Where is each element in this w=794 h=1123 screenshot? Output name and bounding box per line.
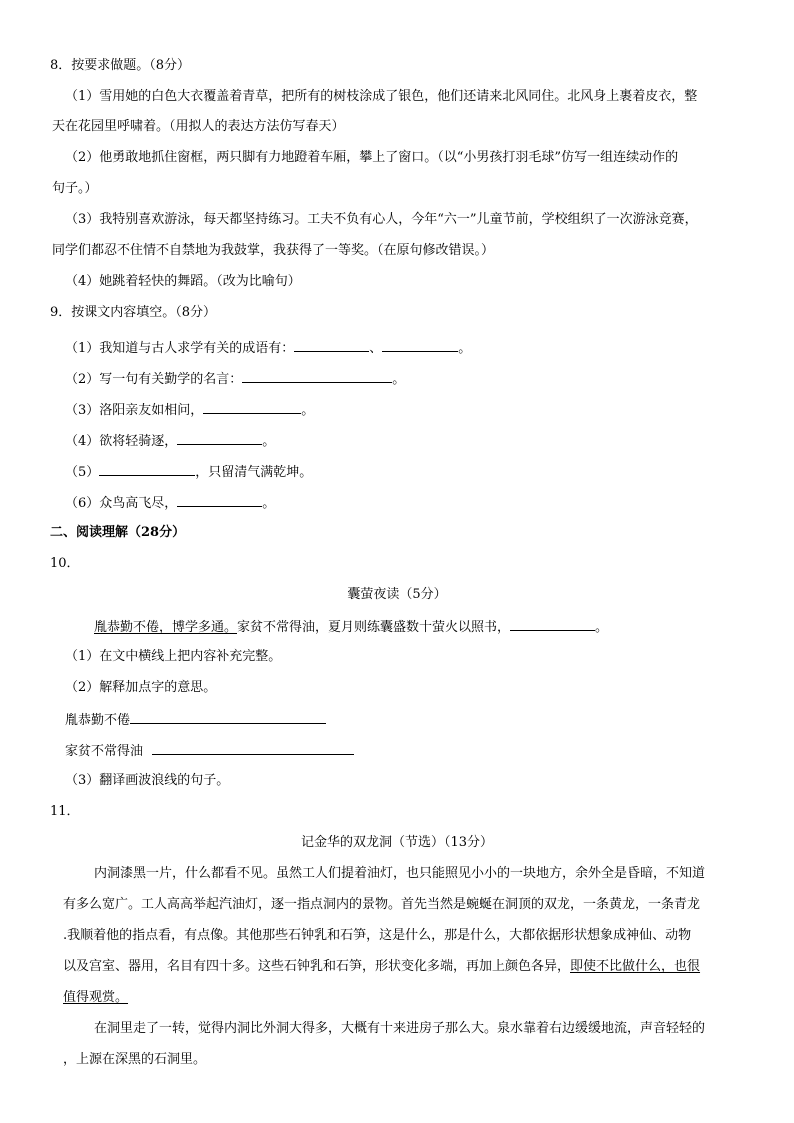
q11-passage-line7: ，上源在深黑的石洞里。 <box>63 1052 207 1067</box>
q9-item1 <box>65 338 471 357</box>
q10-word1-blank[interactable] <box>130 710 326 724</box>
q8-item4: （4）她跳着轻快的舞蹈。（改为比喻句） <box>65 274 301 289</box>
q8-item1-line2: 天在花园里呼啸着。（用拟人的表达方法仿写春天） <box>52 119 345 134</box>
q10-word2-blank[interactable] <box>152 741 354 755</box>
q10-word2 <box>65 741 354 760</box>
q11-passage-line1: 内洞漆黑一片，什么都看不见。虽然工人们提着油灯，也只能照见小小的一块地方，余外全是昏暗，不知道 <box>94 866 706 881</box>
q11-number: 11． <box>50 804 80 819</box>
q11-underlined-sentence-part2: 值得观赏。 <box>63 990 129 1005</box>
q9-item3-text: （3）洛阳亲友如相问， <box>65 403 204 418</box>
q8-item1-line1: （1）雪用她的白色大衣覆盖着青草，把所有的树枝涂成了银色，他们还请来北风同住。北风身上裹着皮衣，整 <box>65 89 698 104</box>
q11-passage-line4-text: 以及宫室、器用，名目有四十多。这些石钟乳和石笋，形状变化多端，再加上颜色各异， <box>63 959 571 974</box>
q9-item1-end: 。 <box>458 341 472 356</box>
q9-item2-text: （2）写一句有关勤学的名言： <box>65 372 243 387</box>
q11-passage-line4 <box>63 958 700 975</box>
q11-passage-line3: .我顺着他的指点看，有点像。其他那些石钟乳和石笋，这是什么，那是什么，大都依据形状想象成神仙、动物 <box>63 928 692 943</box>
q9-item1-blank-2[interactable] <box>382 338 458 352</box>
q10-word1 <box>65 710 326 729</box>
q9-item4-blank[interactable] <box>177 431 262 445</box>
q10-number: 10． <box>50 556 80 571</box>
q9-item6 <box>65 493 275 512</box>
q9-item5-text: ，只留清气满乾坤。 <box>195 465 313 480</box>
q10-wavy-underlined-sentence: 胤恭勤不倦，博学多通。 <box>94 620 238 635</box>
q8-item2-line2: 句子。） <box>52 181 98 196</box>
q9-item4-text: （4）欲将轻骑逐， <box>65 434 178 449</box>
q10-passage-end: 。 <box>595 620 609 635</box>
q9-item2 <box>65 369 405 388</box>
q8-item3-line1: （3）我特别喜欢游泳，每天都坚持练习。工夫不负有心人，今年“六一”儿童节前，学校组织了一次游泳竞赛， <box>65 212 698 227</box>
q9-item5-num: （5） <box>65 465 100 480</box>
q9-item3-blank[interactable] <box>203 400 301 414</box>
q10-passage-blank[interactable] <box>510 617 595 631</box>
q9-item2-blank[interactable] <box>242 369 392 383</box>
q9-item2-end: 。 <box>392 372 406 387</box>
q9-item1-sep: 、 <box>369 341 383 356</box>
q11-underlined-sentence-part1: 即使不比做什么，也很 <box>570 959 701 974</box>
q9-heading: 9．按课文内容填空。（8分） <box>50 305 217 320</box>
q10-word2-text: 家贫不常得油 <box>65 744 144 759</box>
section-2-heading: 二、阅读理解（28分） <box>50 525 186 540</box>
q11-passage-line6: 在洞里走了一转，觉得内洞比外洞大得多，大概有十来进房子那么大。泉水靠着右边缓缓地流，声音轻轻的 <box>94 1021 706 1036</box>
q9-item1-text: （1）我知道与古人求学有关的成语有： <box>65 341 295 356</box>
q9-item1-blank-1[interactable] <box>294 338 369 352</box>
q9-item6-end: 。 <box>262 496 276 511</box>
q10-sub3: （3）翻译画波浪线的句子。 <box>65 773 230 788</box>
q10-passage-rest: 家贫不常得油，夏月则练囊盛数十萤火以照书， <box>237 620 511 635</box>
q11-title: 记金华的双龙洞（节选）（13分） <box>300 835 494 850</box>
q10-passage <box>94 617 608 636</box>
q8-heading: 8．按要求做题。（8分） <box>50 58 191 73</box>
q8-item3-line2: 同学们都忍不住情不自禁地为我鼓掌，我获得了一等奖。（在原句修改错误。） <box>52 243 495 258</box>
q9-item4 <box>65 431 275 450</box>
q9-item6-blank[interactable] <box>177 493 262 507</box>
q9-item6-text: （6）众鸟高飞尽， <box>65 496 178 511</box>
q11-passage-line2: 有多么宽广。工人高高举起汽油灯，逐一指点洞内的景物。首先当然是蜿蜒在洞顶的双龙，一条黄龙，一条青龙 <box>63 897 701 912</box>
q9-item4-end: 。 <box>262 434 276 449</box>
q10-sub2: （2）解释加点字的意思。 <box>65 680 217 695</box>
q10-sub1: （1）在文中横线上把内容补充完整。 <box>65 649 282 664</box>
q10-title: 囊萤夜读（5分） <box>347 587 447 602</box>
q9-item5-blank[interactable] <box>99 462 195 476</box>
q9-item5 <box>65 462 312 481</box>
q9-item3 <box>65 400 314 419</box>
q8-item2-line1: （2）他勇敢地抓住窗框，两只脚有力地蹬着车厢，攀上了窗口。（以“小男孩打羽毛球”仿写一组连续动作的 <box>65 150 679 165</box>
q10-word1-text: 胤恭勤不倦 <box>65 713 131 728</box>
q9-item3-end: 。 <box>301 403 315 418</box>
